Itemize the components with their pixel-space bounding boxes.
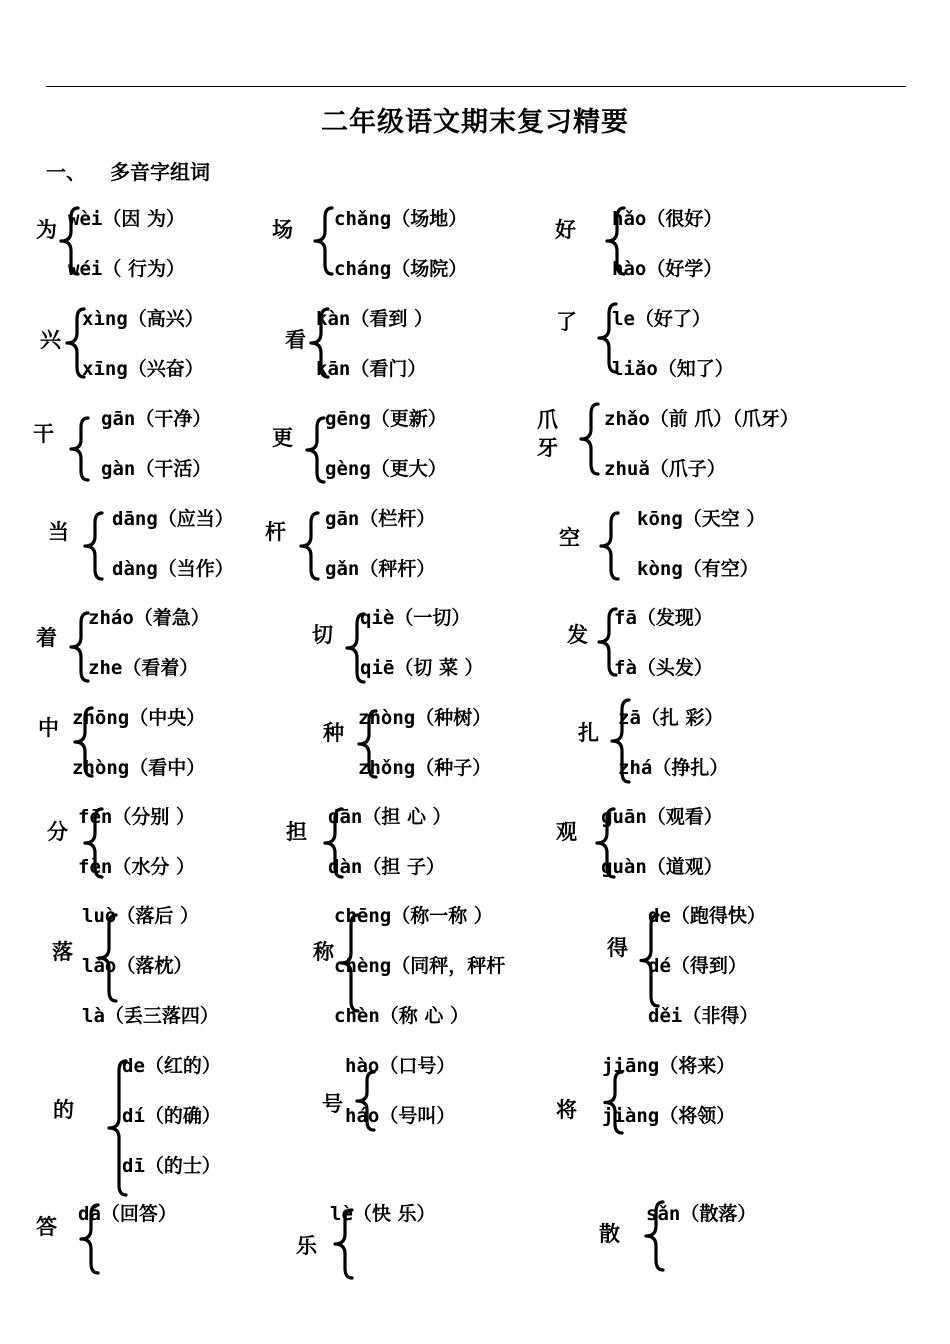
pinyin: zháo [88,607,134,629]
pinyin: de [648,905,671,927]
pinyin: zhá [618,757,653,779]
example-word: （担 子） [362,856,445,878]
reading-line [325,560,435,579]
example-word: （好了） [634,308,711,330]
example-word: （着急） [133,607,210,629]
example-word: （头发） [636,657,713,679]
reading-line [602,1107,735,1126]
pinyin: chèn [334,1005,380,1027]
pinyin: wèi [68,208,103,230]
pinyin: fèn [78,856,113,878]
reading-line [72,759,205,778]
example-word: （应当） [157,508,234,530]
polyphone-char: 号 [322,1092,343,1116]
pinyin: gān [101,408,136,430]
pinyin: kòng [637,558,683,580]
brace-icon [300,511,318,581]
pinyin: kān [316,358,351,380]
brace-icon [306,416,324,484]
pinyin: gǎn [325,558,360,580]
page-title: 二年级语文期末复习精要 [321,107,629,138]
reading-line [68,210,185,229]
brace-icon [70,416,88,482]
polyphone-char: 空 [559,526,580,550]
pinyin: zhǎo [604,408,650,430]
pinyin: le [612,308,635,330]
reading-line [612,360,734,379]
example-word: （更大） [370,458,447,480]
brace-icon [70,611,88,683]
polyphone-char: 落 [52,940,73,964]
pinyin: hǎo [612,208,647,230]
example-word: （中央） [129,707,206,729]
reading-line [72,709,205,728]
reading-line [330,1205,436,1224]
pinyin: gàn [101,458,136,480]
pinyin: fēn [78,806,113,828]
polyphone-char: 乐 [296,1234,317,1258]
pinyin: dàng [112,558,158,580]
pinyin: qiē [360,657,395,679]
reading-line [604,410,799,429]
reading-line [78,858,195,877]
polyphone-char: 当 [48,520,69,544]
reading-line [618,709,724,728]
example-word: （非得） [682,1005,759,1027]
example-word: （扎 彩） [640,707,724,729]
polyphone-char: 扎 [578,721,599,745]
pinyin: xīng [82,358,128,380]
reading-line [614,659,713,678]
example-word: （分别 ） [112,806,195,828]
pinyin: zhòng [358,707,416,729]
top-rule [46,86,906,87]
pinyin: hào [612,258,647,280]
example-word: （ 行为） [102,258,185,280]
polyphone-char: 了 [556,310,577,334]
pinyin: luò [82,905,117,927]
polyphone-char: 将 [556,1098,577,1122]
section-number: 一、 [46,160,86,184]
pinyin: zhǒng [358,757,416,779]
reading-line [334,957,505,976]
polyphone-char: 观 [556,820,577,844]
example-word: （干活） [135,458,212,480]
pinyin: là [82,1005,105,1027]
brace-icon [84,511,102,581]
reading-line [122,1157,221,1176]
pinyin: chǎng [334,208,392,230]
pinyin: gēng [325,408,371,430]
example-word: （落后 ） [116,905,199,927]
pinyin: fà [614,657,637,679]
example-word: （看中） [129,757,206,779]
reading-line [646,1205,756,1224]
polyphone-char: 为 [36,218,57,242]
example-word: （口号） [379,1055,456,1077]
reading-line [648,957,747,976]
pinyin: hào [345,1055,380,1077]
pinyin: wéi [68,258,103,280]
example-word: （当作） [157,558,234,580]
pinyin: zhòng [72,757,130,779]
reading-line [334,260,467,279]
example-word: （回答） [100,1203,177,1225]
pinyin: zā [618,707,641,729]
pinyin: lè [330,1203,353,1225]
pinyin: dí [122,1105,145,1127]
polyphone-char: 中 [38,716,59,740]
reading-line [345,1107,455,1126]
pinyin: gèng [325,458,371,480]
pinyin: sǎn [646,1203,681,1225]
reading-line [648,907,766,926]
reading-line [316,360,426,379]
pinyin: cháng [334,258,392,280]
reading-line [360,609,470,628]
pinyin: chēng [334,905,392,927]
pinyin: zhōng [72,707,130,729]
reading-line [601,858,723,877]
polyphone-char: 种 [323,721,344,745]
pinyin: háo [345,1105,380,1127]
pinyin: dé [648,955,671,977]
reading-line [68,260,185,279]
polyphone-char: 看 [285,328,306,352]
example-word: （看门） [350,358,427,380]
reading-line [358,759,491,778]
example-word: （红的） [144,1055,221,1077]
pinyin: kàn [316,308,351,330]
reading-line [112,510,234,529]
example-word: （观看） [646,806,723,828]
section-label: 多音字组词 [110,160,210,184]
example-word: （干净） [135,408,212,430]
reading-line [82,907,199,926]
example-word: （道观） [646,856,723,878]
polyphone-char: 兴 [40,328,61,352]
example-word: （一切） [394,607,471,629]
example-word: （将领） [659,1105,736,1127]
example-word: （担 心 ） [362,806,452,828]
reading-line [325,510,435,529]
example-word: （同秤，秤杆 [391,955,506,977]
example-word: （更新） [370,408,447,430]
reading-line [88,659,198,678]
reading-line [101,460,211,479]
reading-line [604,460,726,479]
pinyin: guān [601,806,647,828]
example-word: （很好） [646,208,723,230]
polyphone-char: 更 [272,426,293,450]
pinyin: xìng [82,308,128,330]
pinyin: dān [328,806,363,828]
pinyin: děi [648,1005,683,1027]
reading-line [334,1007,469,1026]
reading-line [328,808,452,827]
reading-line [345,1057,455,1076]
example-word: （因 为） [102,208,185,230]
reading-line [82,957,192,976]
example-word: （爪子） [649,458,726,480]
polyphone-char: 答 [36,1215,57,1239]
polyphone-char: 场 [272,218,293,242]
polyphone-char: 干 [33,422,54,446]
section-heading [46,156,210,185]
pinyin: kōng [637,508,683,530]
reading-line [601,808,723,827]
example-word: （种树） [415,707,492,729]
reading-line [648,1007,758,1026]
example-word: （好学） [646,258,723,280]
example-word: （高兴） [127,308,204,330]
example-word: （跑得快） [670,905,766,927]
example-word: （有空） [682,558,759,580]
polyphone-char: 切 [312,623,333,647]
reading-line [612,260,722,279]
reading-line [612,210,722,229]
pinyin: dàn [328,856,363,878]
polyphone-char: 好 [555,218,576,242]
reading-line [334,907,493,926]
polyphone-char: 的 [53,1098,74,1122]
pinyin: dāng [112,508,158,530]
example-word: （散落） [680,1203,757,1225]
reading-line [78,1205,177,1224]
example-word: （兴奋） [127,358,204,380]
reading-line [101,410,211,429]
reading-line [122,1057,221,1076]
pinyin: chèng [334,955,392,977]
reading-line [88,609,210,628]
pinyin: jiàng [602,1105,660,1127]
pinyin: zhe [88,657,123,679]
reading-line [78,808,195,827]
reading-line [618,759,728,778]
reading-line [612,310,711,329]
brace-icon [600,511,618,581]
example-word: （的确） [144,1105,221,1127]
pinyin: dá [78,1203,101,1225]
pinyin: qiè [360,607,395,629]
reading-line [82,360,204,379]
reading-line [358,709,491,728]
polyphone-char: 发 [567,623,588,647]
example-word: （号叫） [379,1105,456,1127]
example-word: （前 爪）（爪牙） [649,408,799,430]
polyphone-char: 散 [599,1222,620,1246]
example-word: （称 心 ） [379,1005,469,1027]
example-word: （知了） [657,358,734,380]
example-word: （得到） [670,955,747,977]
example-word: （将来） [659,1055,736,1077]
polyphone-char: 爪牙 [537,408,558,460]
brace-icon [580,402,598,476]
reading-line [334,210,467,229]
reading-line [637,510,765,529]
reading-line [122,1107,221,1126]
example-word: （丢三落四） [104,1005,219,1027]
pinyin: gān [325,508,360,530]
example-word: （种子） [415,757,492,779]
example-word: （快 乐） [352,1203,436,1225]
example-word: （落枕） [116,955,193,977]
example-word: （看到 ） [350,308,433,330]
reading-line [325,410,447,429]
example-word: （场院） [391,258,468,280]
pinyin: guàn [601,856,647,878]
pinyin: dī [122,1155,145,1177]
example-word: （场地） [391,208,468,230]
polyphone-char: 着 [36,626,57,650]
pinyin: zhuǎ [604,458,650,480]
example-word: （的士） [144,1155,221,1177]
reading-line [82,310,204,329]
polyphone-char: 得 [607,936,628,960]
example-word: （栏杆） [359,508,436,530]
example-word: （天空 ） [682,508,766,530]
reading-line [360,659,484,678]
brace-icon [314,206,332,276]
pinyin: liǎo [612,358,658,380]
example-word: （秤杆） [359,558,436,580]
reading-line [316,310,433,329]
example-word: （挣扎） [652,757,729,779]
pinyin: de [122,1055,145,1077]
example-word: （切 菜 ） [394,657,484,679]
polyphone-char: 分 [47,820,68,844]
example-word: （水分 ） [112,856,195,878]
example-word: （发现） [636,607,713,629]
polyphone-char: 杆 [265,520,286,544]
reading-line [614,609,713,628]
reading-line [328,858,445,877]
reading-line [602,1057,735,1076]
reading-line [112,560,234,579]
polyphone-char: 担 [286,820,307,844]
example-word: （看着） [122,657,199,679]
example-word: （称一称 ） [391,905,493,927]
polyphone-char: 称 [313,940,334,964]
reading-line [82,1007,219,1026]
pinyin: lào [82,955,117,977]
pinyin: fā [614,607,637,629]
reading-line [325,460,447,479]
reading-line [637,560,759,579]
pinyin: jiāng [602,1055,660,1077]
